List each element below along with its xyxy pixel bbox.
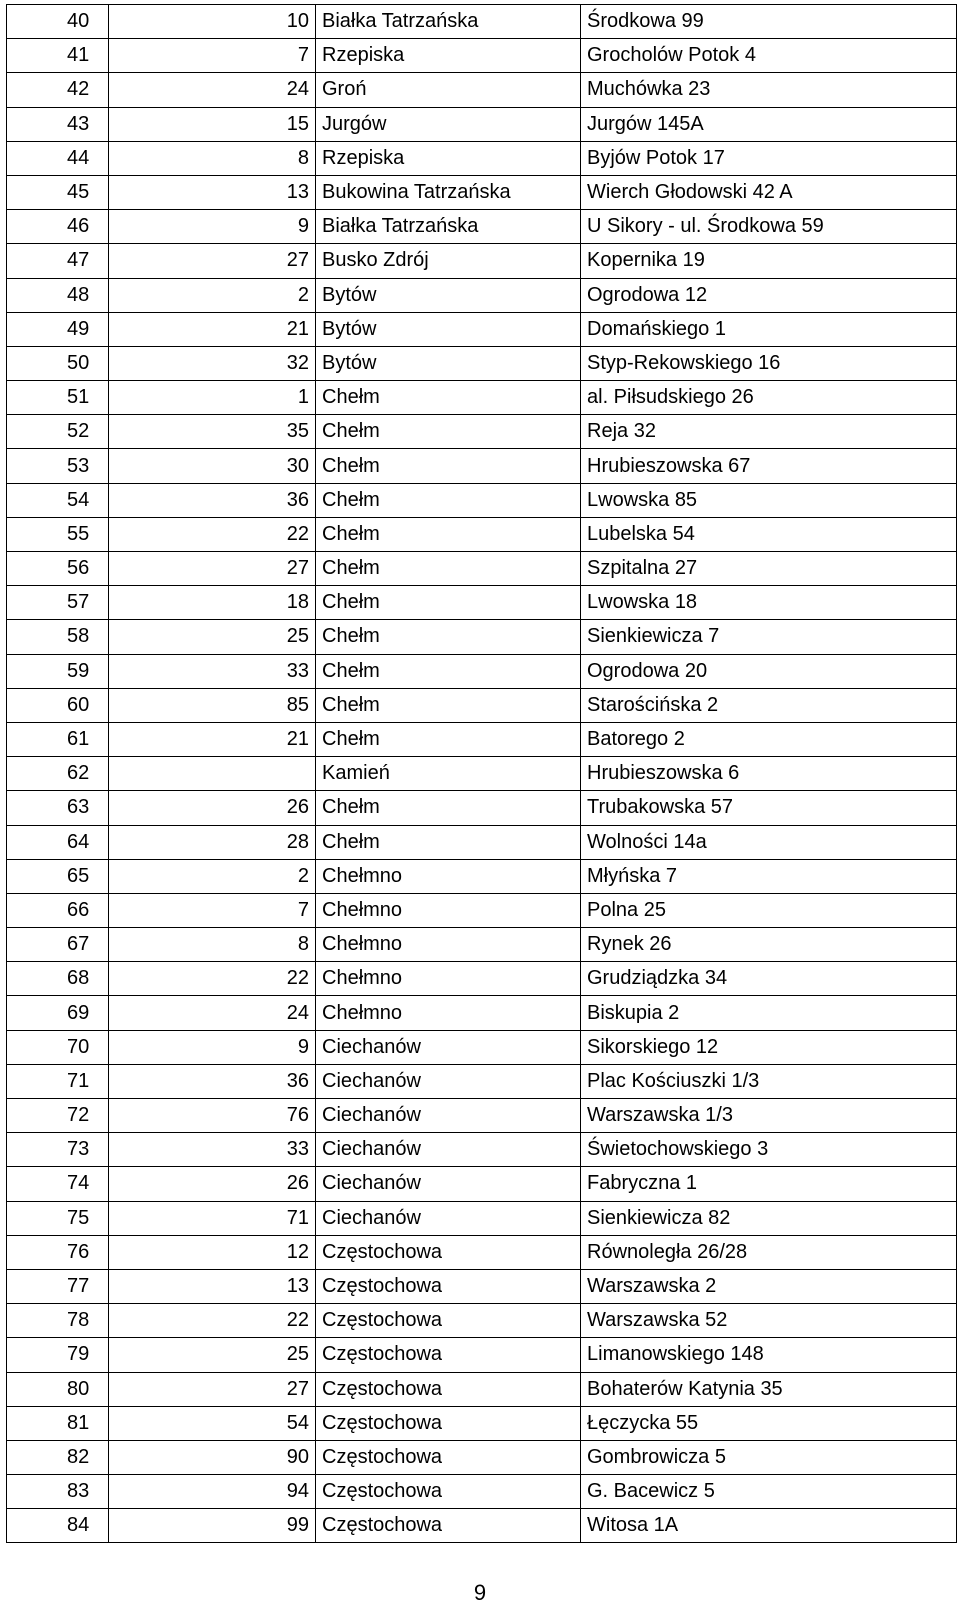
- row-index-cell: 61: [7, 722, 109, 756]
- address-cell: Grudziądzka 34: [581, 962, 957, 996]
- table-row: [7, 962, 957, 996]
- city-cell: Chełmno: [316, 996, 581, 1030]
- address-cell: Gombrowicza 5: [581, 1440, 957, 1474]
- city-cell: Częstochowa: [316, 1235, 581, 1269]
- table-row: [7, 1064, 957, 1098]
- row-index-cell: 46: [7, 210, 109, 244]
- row-index-cell: 64: [7, 825, 109, 859]
- address-cell: Warszawska 1/3: [581, 1099, 957, 1133]
- address-table-body: [7, 5, 957, 1543]
- address-cell: Domańskiego 1: [581, 312, 957, 346]
- row-index-cell: 68: [7, 962, 109, 996]
- number-cell: 2: [109, 859, 316, 893]
- number-cell: 10: [109, 5, 316, 39]
- number-cell: 33: [109, 1133, 316, 1167]
- row-index-cell: 55: [7, 517, 109, 551]
- table-row: [7, 449, 957, 483]
- row-index-cell: 47: [7, 244, 109, 278]
- row-index-cell: 44: [7, 141, 109, 175]
- row-index-cell: 71: [7, 1064, 109, 1098]
- table-row: [7, 552, 957, 586]
- city-cell: Chełm: [316, 586, 581, 620]
- number-cell: 21: [109, 722, 316, 756]
- city-cell: Chełm: [316, 722, 581, 756]
- table-row: [7, 278, 957, 312]
- city-cell: Bukowina Tatrzańska: [316, 175, 581, 209]
- city-cell: Częstochowa: [316, 1338, 581, 1372]
- row-index-cell: 74: [7, 1167, 109, 1201]
- city-cell: Ciechanów: [316, 1201, 581, 1235]
- number-cell: 24: [109, 996, 316, 1030]
- address-cell: U Sikory - ul. Środkowa 59: [581, 210, 957, 244]
- city-cell: Częstochowa: [316, 1475, 581, 1509]
- address-cell: Limanowskiego 148: [581, 1338, 957, 1372]
- address-cell: Muchówka 23: [581, 73, 957, 107]
- table-row: [7, 107, 957, 141]
- number-cell: 18: [109, 586, 316, 620]
- city-cell: Busko Zdrój: [316, 244, 581, 278]
- table-row: [7, 1133, 957, 1167]
- table-row: [7, 1475, 957, 1509]
- number-cell: 76: [109, 1099, 316, 1133]
- city-cell: Częstochowa: [316, 1440, 581, 1474]
- row-index-cell: 45: [7, 175, 109, 209]
- table-row: [7, 859, 957, 893]
- address-cell: Jurgów 145A: [581, 107, 957, 141]
- row-index-cell: 60: [7, 688, 109, 722]
- address-cell: Trubakowska 57: [581, 791, 957, 825]
- row-index-cell: 50: [7, 346, 109, 380]
- row-index-cell: 81: [7, 1406, 109, 1440]
- address-cell: Hrubieszowska 67: [581, 449, 957, 483]
- row-index-cell: 40: [7, 5, 109, 39]
- row-index-cell: 41: [7, 39, 109, 73]
- number-cell: [109, 757, 316, 791]
- city-cell: Chełm: [316, 415, 581, 449]
- city-cell: Częstochowa: [316, 1304, 581, 1338]
- city-cell: Białka Tatrzańska: [316, 5, 581, 39]
- page-number: 9: [473, 1580, 487, 1605]
- table-row: [7, 210, 957, 244]
- address-cell: Ogrodowa 12: [581, 278, 957, 312]
- row-index-cell: 76: [7, 1235, 109, 1269]
- table-row: [7, 893, 957, 927]
- address-cell: G. Bacewicz 5: [581, 1475, 957, 1509]
- city-cell: Bytów: [316, 312, 581, 346]
- number-cell: 32: [109, 346, 316, 380]
- table-row: [7, 483, 957, 517]
- row-index-cell: 79: [7, 1338, 109, 1372]
- number-cell: 36: [109, 1064, 316, 1098]
- number-cell: 13: [109, 1269, 316, 1303]
- row-index-cell: 59: [7, 654, 109, 688]
- row-index-cell: 73: [7, 1133, 109, 1167]
- city-cell: Chełm: [316, 517, 581, 551]
- city-cell: Chełmno: [316, 859, 581, 893]
- address-cell: Reja 32: [581, 415, 957, 449]
- number-cell: 99: [109, 1509, 316, 1543]
- address-cell: al. Piłsudskiego 26: [581, 381, 957, 415]
- number-cell: 94: [109, 1475, 316, 1509]
- number-cell: 7: [109, 893, 316, 927]
- number-cell: 33: [109, 654, 316, 688]
- number-cell: 71: [109, 1201, 316, 1235]
- table-row: [7, 73, 957, 107]
- row-index-cell: 66: [7, 893, 109, 927]
- number-cell: 85: [109, 688, 316, 722]
- city-cell: Chełmno: [316, 962, 581, 996]
- address-cell: Hrubieszowska 6: [581, 757, 957, 791]
- address-cell: Biskupia 2: [581, 996, 957, 1030]
- city-cell: Ciechanów: [316, 1133, 581, 1167]
- table-row: [7, 825, 957, 859]
- number-cell: 9: [109, 1030, 316, 1064]
- city-cell: Ciechanów: [316, 1167, 581, 1201]
- table-row: [7, 1509, 957, 1543]
- table-row: [7, 791, 957, 825]
- address-cell: Grocholów Potok 4: [581, 39, 957, 73]
- table-row: [7, 141, 957, 175]
- row-index-cell: 82: [7, 1440, 109, 1474]
- city-cell: Bytów: [316, 346, 581, 380]
- table-row: [7, 1235, 957, 1269]
- address-cell: Bohaterów Katynia 35: [581, 1372, 957, 1406]
- row-index-cell: 84: [7, 1509, 109, 1543]
- table-row: [7, 586, 957, 620]
- address-cell: Środkowa 99: [581, 5, 957, 39]
- number-cell: 22: [109, 1304, 316, 1338]
- table-row: [7, 1099, 957, 1133]
- number-cell: 13: [109, 175, 316, 209]
- city-cell: Częstochowa: [316, 1509, 581, 1543]
- number-cell: 12: [109, 1235, 316, 1269]
- city-cell: Rzepiska: [316, 39, 581, 73]
- number-cell: 22: [109, 962, 316, 996]
- number-cell: 28: [109, 825, 316, 859]
- row-index-cell: 69: [7, 996, 109, 1030]
- table-row: [7, 1030, 957, 1064]
- table-row: [7, 415, 957, 449]
- table-row: [7, 928, 957, 962]
- table-row: [7, 517, 957, 551]
- number-cell: 27: [109, 552, 316, 586]
- number-cell: 25: [109, 620, 316, 654]
- row-index-cell: 56: [7, 552, 109, 586]
- table-row: [7, 175, 957, 209]
- number-cell: 24: [109, 73, 316, 107]
- address-cell: Lubelska 54: [581, 517, 957, 551]
- address-cell: Lwowska 18: [581, 586, 957, 620]
- number-cell: 8: [109, 141, 316, 175]
- city-cell: Ciechanów: [316, 1099, 581, 1133]
- number-cell: 2: [109, 278, 316, 312]
- address-cell: Sikorskiego 12: [581, 1030, 957, 1064]
- address-cell: Ogrodowa 20: [581, 654, 957, 688]
- city-cell: Jurgów: [316, 107, 581, 141]
- number-cell: 21: [109, 312, 316, 346]
- table-row: [7, 688, 957, 722]
- city-cell: Chełm: [316, 654, 581, 688]
- table-row: [7, 346, 957, 380]
- row-index-cell: 75: [7, 1201, 109, 1235]
- table-row: [7, 1406, 957, 1440]
- number-cell: 27: [109, 244, 316, 278]
- address-cell: Sienkiewicza 7: [581, 620, 957, 654]
- address-cell: Byjów Potok 17: [581, 141, 957, 175]
- city-cell: Chełm: [316, 620, 581, 654]
- row-index-cell: 52: [7, 415, 109, 449]
- table-row: [7, 312, 957, 346]
- table-row: [7, 39, 957, 73]
- row-index-cell: 72: [7, 1099, 109, 1133]
- row-index-cell: 77: [7, 1269, 109, 1303]
- row-index-cell: 48: [7, 278, 109, 312]
- table-row: [7, 996, 957, 1030]
- number-cell: 7: [109, 39, 316, 73]
- address-cell: Plac Kościuszki 1/3: [581, 1064, 957, 1098]
- address-cell: Sienkiewicza 82: [581, 1201, 957, 1235]
- row-index-cell: 70: [7, 1030, 109, 1064]
- table-row: [7, 1372, 957, 1406]
- row-index-cell: 83: [7, 1475, 109, 1509]
- address-cell: Równoległa 26/28: [581, 1235, 957, 1269]
- address-cell: Witosa 1A: [581, 1509, 957, 1543]
- city-cell: Chełmno: [316, 928, 581, 962]
- number-cell: 27: [109, 1372, 316, 1406]
- row-index-cell: 49: [7, 312, 109, 346]
- row-index-cell: 80: [7, 1372, 109, 1406]
- row-index-cell: 63: [7, 791, 109, 825]
- address-cell: Świetochowskiego 3: [581, 1133, 957, 1167]
- address-cell: Starościńska 2: [581, 688, 957, 722]
- address-cell: Warszawska 52: [581, 1304, 957, 1338]
- address-cell: Polna 25: [581, 893, 957, 927]
- city-cell: Kamień: [316, 757, 581, 791]
- row-index-cell: 43: [7, 107, 109, 141]
- table-row: [7, 722, 957, 756]
- city-cell: Chełm: [316, 449, 581, 483]
- address-cell: Lwowska 85: [581, 483, 957, 517]
- address-cell: Wierch Głodowski 42 A: [581, 175, 957, 209]
- city-cell: Ciechanów: [316, 1064, 581, 1098]
- table-row: [7, 1304, 957, 1338]
- table-row: [7, 1440, 957, 1474]
- city-cell: Chełm: [316, 791, 581, 825]
- address-cell: Batorego 2: [581, 722, 957, 756]
- number-cell: 15: [109, 107, 316, 141]
- row-index-cell: 57: [7, 586, 109, 620]
- row-index-cell: 51: [7, 381, 109, 415]
- city-cell: Bytów: [316, 278, 581, 312]
- address-cell: Warszawska 2: [581, 1269, 957, 1303]
- city-cell: Chełm: [316, 825, 581, 859]
- table-row: [7, 5, 957, 39]
- number-cell: 35: [109, 415, 316, 449]
- city-cell: Częstochowa: [316, 1406, 581, 1440]
- row-index-cell: 58: [7, 620, 109, 654]
- city-cell: Chełm: [316, 688, 581, 722]
- address-cell: Kopernika 19: [581, 244, 957, 278]
- city-cell: Ciechanów: [316, 1030, 581, 1064]
- city-cell: Groń: [316, 73, 581, 107]
- table-row: [7, 1269, 957, 1303]
- table-row: [7, 757, 957, 791]
- number-cell: 54: [109, 1406, 316, 1440]
- table-row: [7, 1167, 957, 1201]
- number-cell: 30: [109, 449, 316, 483]
- city-cell: Chełm: [316, 552, 581, 586]
- table-row: [7, 244, 957, 278]
- number-cell: 26: [109, 1167, 316, 1201]
- table-row: [7, 620, 957, 654]
- address-cell: Łęczycka 55: [581, 1406, 957, 1440]
- number-cell: 8: [109, 928, 316, 962]
- address-cell: Rynek 26: [581, 928, 957, 962]
- table-row: [7, 1338, 957, 1372]
- number-cell: 36: [109, 483, 316, 517]
- city-cell: Chełm: [316, 381, 581, 415]
- number-cell: 25: [109, 1338, 316, 1372]
- table-row: [7, 654, 957, 688]
- row-index-cell: 62: [7, 757, 109, 791]
- number-cell: 22: [109, 517, 316, 551]
- row-index-cell: 42: [7, 73, 109, 107]
- row-index-cell: 65: [7, 859, 109, 893]
- number-cell: 26: [109, 791, 316, 825]
- number-cell: 1: [109, 381, 316, 415]
- address-cell: Wolności 14a: [581, 825, 957, 859]
- address-cell: Szpitalna 27: [581, 552, 957, 586]
- city-cell: Białka Tatrzańska: [316, 210, 581, 244]
- city-cell: Częstochowa: [316, 1269, 581, 1303]
- city-cell: Chełm: [316, 483, 581, 517]
- address-cell: Styp-Rekowskiego 16: [581, 346, 957, 380]
- table-row: [7, 1201, 957, 1235]
- city-cell: Rzepiska: [316, 141, 581, 175]
- row-index-cell: 78: [7, 1304, 109, 1338]
- address-table: [6, 4, 957, 1543]
- city-cell: Chełmno: [316, 893, 581, 927]
- address-cell: Młyńska 7: [581, 859, 957, 893]
- address-cell: Fabryczna 1: [581, 1167, 957, 1201]
- row-index-cell: 67: [7, 928, 109, 962]
- table-row: [7, 381, 957, 415]
- row-index-cell: 53: [7, 449, 109, 483]
- number-cell: 9: [109, 210, 316, 244]
- number-cell: 90: [109, 1440, 316, 1474]
- city-cell: Częstochowa: [316, 1372, 581, 1406]
- row-index-cell: 54: [7, 483, 109, 517]
